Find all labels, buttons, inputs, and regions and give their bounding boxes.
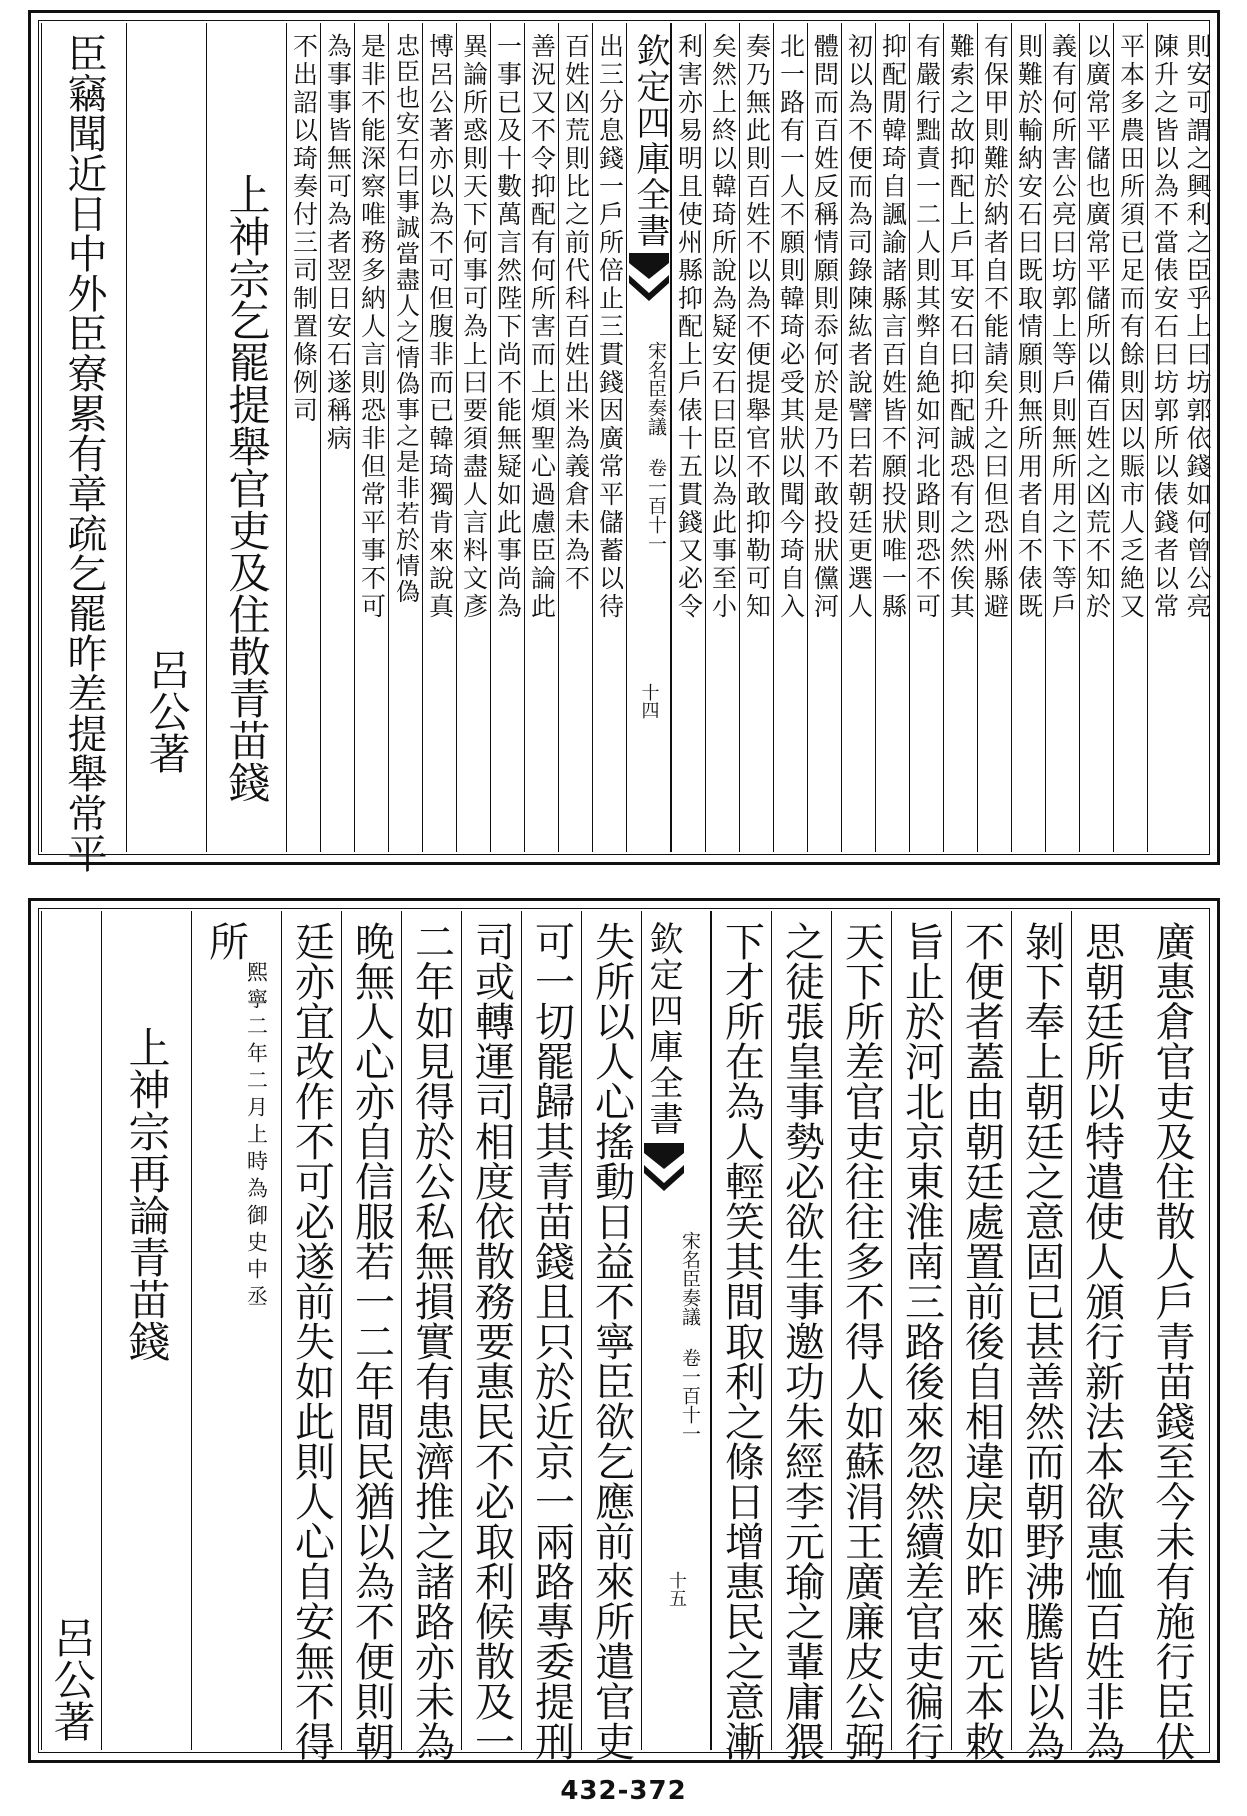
column-text: 是非不能深察唯務多納人言則恐非但常平事不可 (357, 33, 387, 621)
column-text: 不出詔以琦奏付三司制置條例司 (289, 33, 319, 425)
column-text: 有保甲則難於納者自不能請矣升之曰但恐州縣避 (980, 33, 1010, 621)
text-column (977, 23, 1011, 852)
text-column (281, 911, 341, 1761)
page-columns (41, 23, 1212, 873)
text-column (1147, 23, 1181, 852)
text-column (1113, 23, 1147, 852)
book-page-top (28, 10, 1220, 873)
column-text: 出三分息錢一戶所倍止三貫錢因廣常平儲蓄以待 (595, 33, 625, 621)
column-text: 抑配閒韓琦自諷諭諸縣言百姓皆不願投狀唯一縣 (878, 33, 908, 621)
text-column (1071, 911, 1131, 1761)
center-gutter (641, 911, 711, 1750)
memorial-title: 上神宗乞罷提舉官吏及住散青苗錢 (222, 173, 272, 803)
column-text: 體問而百姓反稱情願則忝何於是乃不敢投狀儻河 (810, 33, 840, 621)
book-title: 欽定四庫全書 (643, 921, 683, 1137)
text-column (711, 911, 771, 1761)
column-text: 善況又不令抑配有何所害而上煩聖心過慮臣論此 (527, 33, 557, 621)
memorial-title: 上神宗再論青苗錢 (122, 1026, 172, 1362)
text-column (1181, 23, 1213, 852)
footer-page-number: 432-372 (560, 1776, 687, 1806)
text-column (592, 23, 626, 852)
memorial-title-column (101, 911, 191, 1750)
book-title: 欽定四庫全書 (630, 33, 670, 249)
column-text: 以廣常平儲也廣常平儲所以備百姓之凶荒不知於 (1082, 33, 1112, 621)
text-column (739, 23, 773, 852)
text-column (705, 23, 739, 852)
text-column (558, 23, 592, 852)
text-column (456, 23, 490, 852)
column-text: 奏乃無此則百姓不以為不便提舉官不敢抑勒可知 (742, 33, 772, 621)
column-text: 所 (202, 921, 249, 961)
column-text: 晚無人心亦自信服若一二年間民猶以為不便則朝 (348, 921, 395, 1761)
column-text: 之徒張皇事勢必欲生事邀功朱經李元瑜之輩庸猥 (778, 921, 825, 1761)
column-text: 難索之故抑配上戶耳安石曰抑配誠恐有之然俟其 (946, 33, 976, 621)
column-text: 陳升之皆以為不當俵安石曰坊郭所以俵錢者以常 (1150, 33, 1180, 621)
text-column (1011, 23, 1045, 852)
author-column (41, 911, 101, 1750)
text-column (354, 23, 388, 852)
column-text: 初以為不便而為司錄陳紘者說譬曰若朝廷更選人 (844, 33, 874, 621)
leaf-number: 十四 (638, 683, 660, 719)
text-column (581, 911, 641, 1761)
column-text: 平本多農田所須已足而有餘則因以賑市人乏絶又 (1116, 33, 1146, 621)
column-text: 百姓凶荒則比之前代科百姓出米為義倉未為不 (561, 33, 591, 593)
column-text: 博呂公著亦以為不可但腹非而已韓琦獨肯來說真 (425, 33, 455, 621)
column-text: 則難於輸納安石曰既取情願則無所用者自不俵既 (1014, 33, 1044, 621)
page-columns (41, 911, 1207, 1761)
column-text: 剝下奉上朝廷之意固已甚善然而朝野沸騰皆以為 (1018, 921, 1065, 1761)
column-text: 不便者蓋由朝廷處置前後自相違戾如昨來元本敕 (958, 921, 1005, 1761)
text-column (1131, 911, 1213, 1761)
author-name: 呂公著 (47, 1616, 97, 1742)
column-text: 利害亦易明且使州縣抑配上戶俵十五貫錢又必令 (674, 33, 704, 621)
column-text: 二年如見得於公私無損實有患濟推之諸路亦未為 (408, 921, 455, 1761)
fish-tail-mark-icon (629, 253, 669, 309)
column-text: 下才所在為人輕笑其間取利之條日增惠民之意漸 (718, 921, 765, 1761)
date-note: 熙寧二年二月上時為御史中丞 (244, 961, 269, 1312)
column-text: 天下所差官吏往往多不得人如蘇涓王廣廉皮公弼 (838, 921, 885, 1761)
text-column (490, 23, 524, 852)
column-text: 矣然上終以韓琦所說為疑安石曰臣以為此事至小 (708, 33, 738, 621)
text-column (909, 23, 943, 852)
column-text: 失所以人心搖動日益不寧臣欲乞應前來所遣官吏 (588, 921, 635, 1761)
text-column (341, 911, 401, 1761)
column-text: 北一路有一人不願則韓琦必受其狀以聞今琦自入 (776, 33, 806, 621)
text-column (841, 23, 875, 852)
text-column (951, 911, 1011, 1761)
text-column (943, 23, 977, 852)
text-column (461, 911, 521, 1761)
work-and-volume (646, 341, 666, 553)
fish-tail-mark-icon (644, 1143, 684, 1199)
column-text: 一事已及十數萬言然陛下尚不能無疑如此事尚為 (493, 33, 523, 621)
column-text: 為事事皆無可為者翌日安石遂稱病 (323, 33, 353, 453)
work-title: 宋名臣奏議 (645, 341, 667, 436)
volume-number: 卷一百十一 (645, 458, 667, 553)
text-column (524, 23, 558, 852)
book-page-bottom (28, 898, 1220, 1763)
leaf-number: 十五 (666, 1571, 687, 1607)
column-text: 異論所惑則天下何事可為上曰要須盡人言料文彥 (459, 33, 489, 621)
work-title: 宋名臣奏議 (679, 1231, 701, 1326)
volume-number: 卷一百十一 (679, 1348, 701, 1443)
text-column (286, 23, 320, 852)
column-text: 義有何所害公亮曰坊郭上等戶則無所用之下等戶 (1048, 33, 1078, 621)
author-column (126, 23, 206, 852)
text-column (891, 911, 951, 1761)
text-column (831, 911, 891, 1761)
text-column (401, 911, 461, 1761)
column-text: 忠臣也安石曰事誠當盡人之情偽事之是非若於情偽 (391, 33, 420, 605)
text-column (807, 23, 841, 852)
column-text: 廣惠倉官吏及住散人戶青苗錢至今未有施行臣伏 (1149, 921, 1195, 1761)
column-text: 可一切罷歸其青苗錢且只於近京一兩路專委提刑 (528, 921, 575, 1761)
text-column (1011, 911, 1071, 1761)
text-column (875, 23, 909, 852)
text-column (1079, 23, 1113, 852)
text-column (773, 23, 807, 852)
author-name: 呂公著 (142, 648, 192, 774)
text-column (521, 911, 581, 1761)
column-text: 司或轉運司相度依散務要惠民不必取利候散及一 (468, 921, 515, 1761)
text-column (388, 23, 422, 852)
text-column (671, 23, 705, 852)
work-and-volume (680, 1231, 700, 1443)
text-column (320, 23, 354, 852)
memorial-title-column (206, 23, 286, 852)
column-text: 有嚴行黜責一二人則其弊自絶如河北路則恐不可 (912, 33, 942, 621)
column-text: 思朝廷所以特遣使人頒行新法本欲惠恤百姓非為 (1078, 921, 1125, 1761)
date-note-column (191, 911, 281, 1750)
center-gutter (626, 23, 671, 852)
column-text: 臣竊聞近日中外臣寮累有章疏乞罷昨差提舉常平 (61, 33, 107, 873)
text-column (1045, 23, 1079, 852)
column-text: 旨止於河北京東淮南三路後來忽然續差官吏徧行 (898, 921, 945, 1761)
text-column (41, 23, 126, 873)
text-column (422, 23, 456, 852)
column-text: 則安可謂之興利之臣乎上曰坊郭依錢如何曾公亮 (1183, 33, 1212, 621)
text-column (771, 911, 831, 1761)
column-text: 廷亦宜改作不可必遂前失如此則人心自安無不得 (288, 921, 335, 1761)
